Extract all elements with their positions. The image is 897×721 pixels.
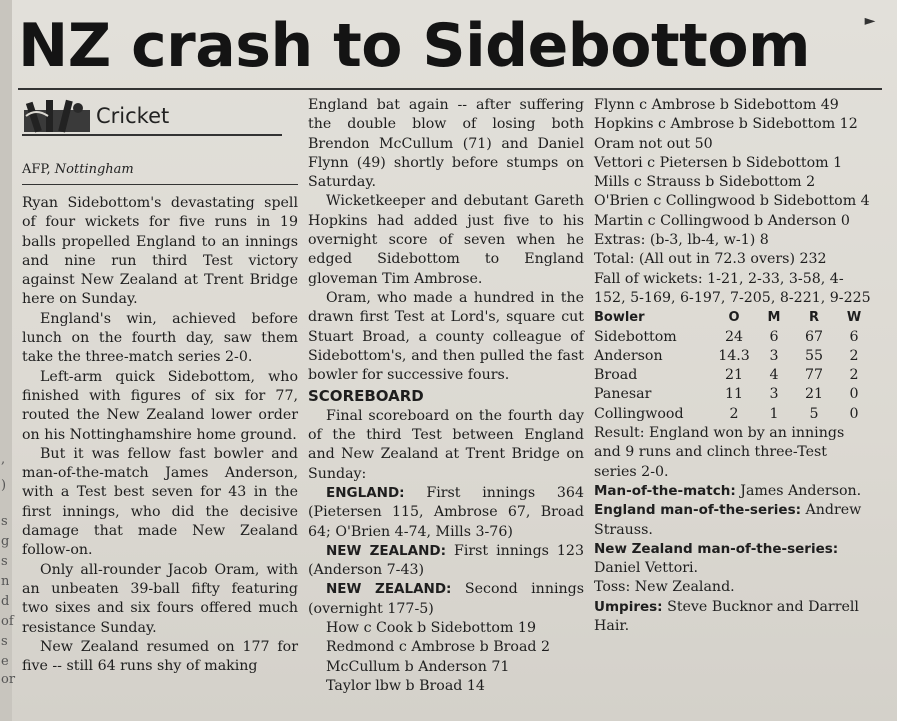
award-label: New Zealand man-of-the-series: (594, 540, 839, 557)
bowler-name: Broad (594, 367, 638, 384)
wickets: 2 (849, 347, 859, 364)
maidens: 3 (769, 347, 779, 364)
edge-fragment: or (1, 672, 16, 687)
paragraph: Wicketkeeper and debutant Gareth Hopkins had added just five to his overnight score of seven when he edged Sidebottom to England gloveman Tim Ambrose. (308, 193, 584, 287)
article-column-1 (22, 194, 298, 676)
section-rule (22, 134, 282, 136)
overs: 21 (724, 367, 744, 384)
adjacent-column-edge (0, 0, 16, 721)
batting-line: Taylor lbw b Broad 14 (326, 677, 485, 694)
innings-text: First innings 123 (Anderson 7-43) (308, 542, 584, 579)
headline: NZ crash to Sidebottom (18, 11, 811, 81)
batting-line: Flynn c Ambrose b Sidebottom 49 (594, 97, 839, 113)
byline (22, 162, 134, 177)
nz-second-innings (308, 580, 584, 619)
extras-line: Extras: (b-3, lb-4, w-1) 8 (594, 232, 769, 249)
batting-line: Mills c Strauss b Sidebottom 2 (594, 174, 816, 191)
runs: 77 (804, 367, 824, 384)
corner-tab-icon: ► (864, 13, 876, 29)
article-column-2 (308, 96, 584, 696)
byline-rule (22, 184, 298, 185)
paragraph: Ryan Sidebottom's devastating spell of four wickets for five runs in 19 balls propelled England to an innings and nine run third Test victory against New Zealand at Trent Bridge here on Sunday. (22, 195, 298, 308)
edge-fragment: of (1, 614, 14, 629)
batting-line: Martin c Collingwood b Anderson 0 (594, 212, 850, 229)
innings-text: First innings 364 (Pietersen 115, Ambrose 67, Broad 64; O'Brien 4-74, Mills 3-76) (308, 484, 584, 540)
england-first-innings (308, 484, 584, 542)
byline-place: Nottingham (54, 162, 134, 177)
bowler-name: Anderson (594, 347, 663, 364)
bowling-table (594, 308, 874, 424)
paragraph: Oram, who made a hundred in the drawn first Test at Lord's, square cut Stuart Broad, a county colleague of Sidebottom's, and then pulled the fast bowler for successive fours. (308, 289, 584, 384)
bowling-header: W (846, 310, 862, 326)
batting-line: Hopkins c Ambrose b Sidebottom 12 (594, 116, 858, 133)
edge-fragment: d (1, 594, 10, 609)
maidens: 3 (769, 386, 779, 403)
umpires-label: Umpires: (594, 598, 663, 615)
paragraph: Left-arm quick Sidebottom, who finished with figures of six for 77, routed the New Zealand lower order on his Nottinghamshire home ground. (22, 368, 298, 443)
maidens: 1 (769, 405, 779, 422)
bowling-header: R (808, 310, 819, 326)
batting-line: Redmond c Ambrose b Broad 2 (326, 639, 551, 656)
overs: 2 (729, 405, 739, 422)
wickets: 0 (849, 405, 859, 422)
paragraph: England bat again -- after suffering the double blow of losing both Brendon McCullum (71) and Daniel Flynn (49) shortly before stumps on Saturday. (308, 97, 584, 191)
edge-fragment: n (1, 574, 10, 589)
toss-line: Toss: New Zealand. (594, 579, 735, 596)
bowling-header-row (594, 308, 874, 327)
award-value: James Anderson. (740, 482, 862, 499)
maidens: 6 (769, 328, 779, 345)
innings-text: Second innings (overnight 177-5) (308, 581, 584, 617)
overs: 14.3 (718, 347, 750, 364)
paragraph: England's win, achieved before lunch on the fourth day, saw them take the three-match series 2-0. (22, 310, 298, 366)
batting-line: How c Cook b Sidebottom 19 (326, 620, 536, 637)
wickets: 6 (849, 328, 859, 345)
scoreboard-heading: SCOREBOARD (308, 387, 424, 406)
bowling-header: O (728, 310, 740, 326)
man-of-the-match (594, 482, 874, 501)
headline-rule (18, 88, 882, 90)
award-label: Man-of-the-match: (594, 482, 736, 499)
bowling-row (594, 347, 874, 366)
runs: 67 (804, 328, 824, 345)
section-title: Cricket (96, 104, 170, 128)
bowling-row (594, 405, 874, 424)
edge-fragment: s (1, 634, 8, 649)
paragraph: Only all-rounder Jacob Oram, with an unbeaten 39-ball fifty featuring two sixes and six fours offered much resistance Sunday. (22, 561, 298, 636)
edge-fragment: g (1, 534, 10, 549)
batting-line: Oram not out 50 (594, 135, 713, 152)
cricket-bat-ball-icon (22, 96, 92, 136)
bowler-name: Panesar (594, 386, 652, 403)
team-label: NEW ZEALAND: (326, 542, 446, 559)
umpires-line (594, 598, 874, 637)
umpires-value: Steve Bucknor and Darrell Hair. (594, 598, 859, 635)
team-label: NEW ZEALAND: (326, 581, 452, 598)
wickets: 2 (849, 367, 859, 384)
bowling-row (594, 385, 874, 404)
runs: 21 (804, 386, 824, 403)
bowler-name: Collingwood (594, 405, 684, 422)
byline-agency: AFP, (22, 162, 51, 177)
article-column-3 (594, 96, 874, 636)
scoreboard-intro: Final scoreboard on the fourth day of the third Test between England and New Zealand at Trent Bridge on Sunday: (308, 407, 584, 482)
total-line: Total: (All out in 72.3 overs) 232 (594, 251, 827, 268)
paragraph: But it was fellow fast bowler and man-of-the-match James Anderson, with a Test best seven for 43 in the first innings, who did the decisive damage that made New Zealand follow-on. (22, 445, 298, 559)
overs: 24 (724, 328, 744, 345)
result-line: Result: England won by an innings and 9 runs and clinch three-Test series 2-0. (594, 425, 845, 480)
paragraph: New Zealand resumed on 177 for five -- still 64 runs shy of making (22, 638, 298, 675)
edge-fragment: ) (1, 478, 7, 493)
bowling-row (594, 366, 874, 385)
wickets: 0 (849, 386, 859, 403)
fall-of-wickets: Fall of wickets: 1-21, 2-33, 3-58, 4-152, 5-169, 6-197, 7-205, 8-221, 9-225 (594, 270, 871, 306)
bowler-name: Sidebottom (594, 328, 677, 345)
edge-fragment: s (1, 514, 8, 529)
edge-fragment: e (1, 654, 9, 669)
batting-line: McCullum b Anderson 71 (326, 658, 510, 675)
edge-fragment: s (1, 554, 8, 569)
runs: 5 (809, 405, 819, 422)
bowling-header: Bowler (594, 310, 645, 326)
nz-man-of-series (594, 540, 874, 579)
bowling-header: M (767, 310, 781, 326)
batting-line: Vettori c Pietersen b Sidebottom 1 (594, 154, 843, 171)
overs: 11 (724, 386, 744, 403)
maidens: 4 (769, 367, 779, 384)
award-value: Andrew Strauss. (594, 502, 862, 538)
edge-fragment: , (1, 452, 6, 467)
batting-line: O'Brien c Collingwood b Sidebottom 4 (594, 193, 870, 210)
award-value: Daniel Vettori. (594, 560, 699, 577)
team-label: ENGLAND: (326, 484, 405, 501)
nz-first-innings (308, 542, 584, 581)
runs: 55 (804, 347, 824, 364)
bowling-row (594, 328, 874, 347)
england-man-of-series (594, 501, 874, 540)
award-label: England man-of-the-series: (594, 502, 802, 519)
